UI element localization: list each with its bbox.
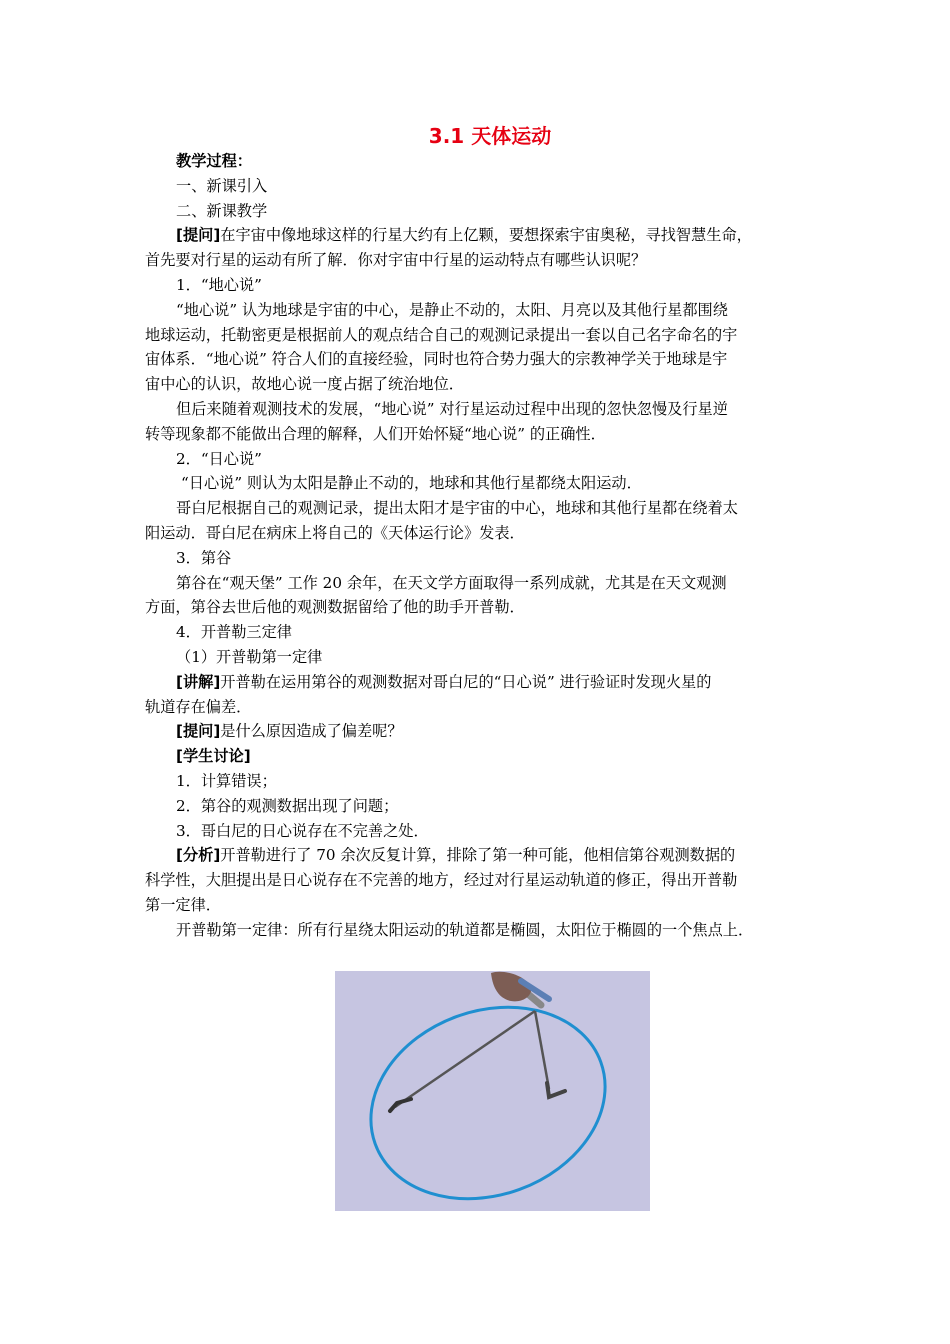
paragraph-line: 阳运动．哥白尼在病床上将自己的《天体运行论》发表． <box>145 523 525 542</box>
discussion-tag: [学生讨论] <box>176 747 251 766</box>
subsection-heading: 4．开普勒三定律 <box>176 623 292 642</box>
paragraph-line: 转等现象都不能做出合理的解释，人们开始怀疑“地心说” 的正确性． <box>145 424 606 443</box>
page-title: 3.1 天体运动 <box>428 124 552 148</box>
list-item: 2．第谷的观测数据出现了问题； <box>176 796 399 815</box>
law-statement: 开普勒第一定律：所有行星绕太阳运动的轨道都是椭圆，太阳位于椭圆的一个焦点上． <box>176 920 754 939</box>
question-text: 在宇宙中像地球这样的行星大约有上亿颗，要想探索宇宙奥秘，寻找智慧生命， <box>220 226 752 245</box>
analysis-text: 开普勒进行了 70 余次反复计算，排除了第一种可能，他相信第谷观测数据的 <box>220 846 736 865</box>
paragraph-line: 第一定律． <box>145 895 221 914</box>
question-tag: [提问] <box>176 722 221 741</box>
list-item: 3．哥白尼的日心说存在不完善之处． <box>176 821 429 840</box>
paragraph-line: 首先要对行星的运动有所了解．你对宇宙中行星的运动特点有哪些认识呢？ <box>145 251 647 270</box>
question-tag: [提问] <box>176 226 221 245</box>
subsection-heading: 1．“地心说” <box>176 275 262 294</box>
paragraph-line: 科学性，大胆提出是日心说存在不完善的地方，经过对行星运动轨道的修正，得出开普勒 <box>145 871 738 890</box>
sub-subsection-heading: （1）开普勒第一定律 <box>176 647 323 666</box>
outline-item: 一、新课引入 <box>176 176 268 195</box>
explain-paragraph <box>145 670 808 695</box>
paragraph-line: “地心说” 认为地球是宇宙的中心，是静止不动的，太阳、月亮以及其他行星都围绕 <box>176 300 728 319</box>
question-text: 是什么原因造成了偏差呢？ <box>220 722 403 741</box>
subsection-heading: 2．“日心说” <box>176 449 262 468</box>
paragraph-line: 方面，第谷去世后他的观测数据留给了他的助手开普勒． <box>145 598 525 617</box>
section-heading: 教学过程： <box>176 152 252 170</box>
paragraph-line: 地球运动，托勒密更是根据前人的观点结合自己的观测记录提出一套以自己名字命名的宇 <box>145 325 738 344</box>
document-body <box>145 149 808 943</box>
list-item: 1．计算错误； <box>176 771 277 790</box>
analysis-paragraph <box>145 843 808 868</box>
question-paragraph <box>145 719 808 744</box>
question-paragraph <box>145 223 808 248</box>
paragraph-line: 哥白尼根据自己的观测记录，提出太阳才是宇宙的中心，地球和其他行星都在绕着太 <box>176 499 738 518</box>
outline-item: 二、新课教学 <box>176 201 268 220</box>
subsection-heading: 3．第谷 <box>176 548 232 567</box>
paragraph-line: 宙中心的认识，故地心说一度占据了统治地位． <box>145 375 464 394</box>
paragraph-line: “日心说” 则认为太阳是静止不动的，地球和其他行星都绕太阳运动． <box>181 474 642 493</box>
explain-tag: [讲解] <box>176 672 221 691</box>
explain-text: 开普勒在运用第谷的观测数据对哥白尼的“日心说” 进行验证时发现火星的 <box>220 672 712 691</box>
paragraph-line: 第谷在“观天堡” 工作 20 余年，在天文学方面取得一系列成就，尤其是在天文观测 <box>176 573 727 592</box>
paragraph-line: 宙体系．“地心说” 符合人们的直接经验，同时也符合势力强大的宗教神学关于地球是宇 <box>145 350 728 369</box>
ellipse-figure <box>335 971 650 1211</box>
analysis-tag: [分析] <box>176 846 221 865</box>
ellipse-drawing-with-string-and-pins-icon <box>335 971 650 1211</box>
paragraph-line: 但后来随着观测技术的发展，“地心说” 对行星运动过程中出现的忽快忽慢及行星逆 <box>176 399 728 418</box>
paragraph-line: 轨道存在偏差． <box>145 697 252 716</box>
